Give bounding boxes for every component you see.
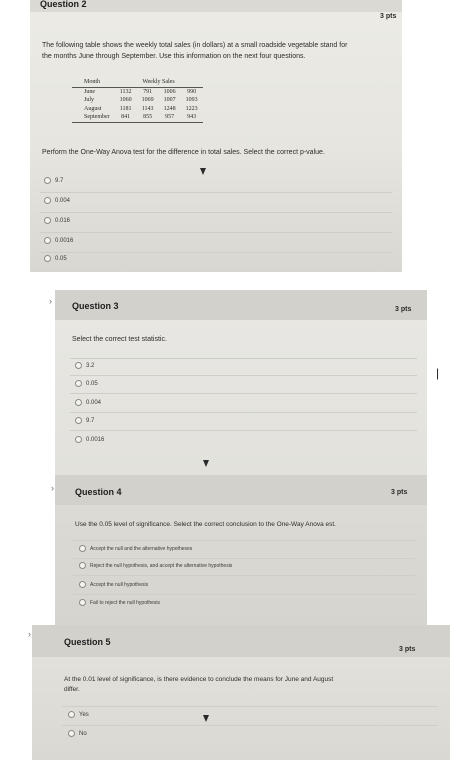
option-0-0016[interactable]: 0.0016 xyxy=(75,436,104,443)
radio-icon xyxy=(75,380,82,387)
option-3-2[interactable]: 3.2 xyxy=(75,362,94,369)
option-0-05[interactable]: 0.05 xyxy=(75,380,98,387)
radio-icon xyxy=(75,417,82,424)
question-2-points: 3 pts xyxy=(380,13,397,20)
option-yes[interactable]: Yes xyxy=(68,711,89,718)
radio-icon xyxy=(75,399,82,406)
radio-icon xyxy=(44,237,51,244)
radio-icon xyxy=(44,197,51,204)
question-2-card xyxy=(30,0,402,272)
radio-icon xyxy=(44,177,51,184)
question-2-prompt: Perform the One-Way Anova test for the difference in total sales. Select the correct p-value. xyxy=(42,149,325,156)
question-3-points: 3 pts xyxy=(395,306,412,313)
question-4-prompt: Use the 0.05 level of significance. Select the correct conclusion to the One-Way Anova est. xyxy=(75,521,336,528)
divider xyxy=(70,412,417,413)
divider xyxy=(40,212,392,213)
chevron-right-icon: › xyxy=(49,296,52,306)
radio-icon xyxy=(44,217,51,224)
divider xyxy=(70,393,417,394)
weekly-sales-header: Weekly Sales xyxy=(115,78,203,87)
divider xyxy=(73,540,415,541)
question-3-card xyxy=(49,290,427,475)
option-no[interactable]: No xyxy=(68,730,87,737)
option-0-05[interactable]: 0.05 xyxy=(44,255,67,262)
option-accept-null[interactable]: Accept the null hypothesis xyxy=(79,581,148,588)
divider xyxy=(40,192,392,193)
radio-icon xyxy=(79,599,86,606)
radio-icon xyxy=(75,436,82,443)
divider xyxy=(73,594,415,595)
radio-icon xyxy=(79,562,86,569)
divider xyxy=(70,375,417,376)
divider xyxy=(40,232,392,233)
divider xyxy=(70,430,417,431)
radio-icon xyxy=(68,730,75,737)
chevron-right-icon: › xyxy=(51,483,54,493)
question-5-card xyxy=(28,625,450,760)
table-row: August 1181 1143 1248 1223 xyxy=(84,105,198,112)
radio-icon xyxy=(75,362,82,369)
divider xyxy=(73,575,415,576)
divider xyxy=(62,706,438,707)
mouse-cursor-icon xyxy=(200,168,206,175)
mouse-cursor-icon xyxy=(203,460,209,467)
option-9-7[interactable]: 9.7 xyxy=(44,177,63,184)
table-row: September 841 855 957 943 xyxy=(72,113,203,122)
question-5-prompt-line1: At the 0.01 level of significance, is there evidence to conclude the means for June and August xyxy=(64,676,334,683)
question-5-points: 3 pts xyxy=(399,646,416,653)
question-5-title: Question 5 xyxy=(64,637,111,647)
chevron-right-icon: › xyxy=(28,629,31,639)
question-4-points: 3 pts xyxy=(391,489,408,496)
option-0-004[interactable]: 0.004 xyxy=(75,399,101,406)
radio-icon xyxy=(44,255,51,262)
radio-icon xyxy=(79,545,86,552)
question-5-prompt-line2: differ. xyxy=(64,686,80,693)
divider xyxy=(73,558,415,559)
question-4-title: Question 4 xyxy=(75,487,122,497)
option-reject-null-accept-alternative[interactable]: Reject the null hypothesis, and accept the alternative hypothesis xyxy=(79,562,232,569)
option-fail-to-reject-null[interactable]: Fail to reject the null hypothesis xyxy=(79,599,160,606)
option-0-016[interactable]: 0.016 xyxy=(44,217,70,224)
question-3-prompt: Select the correct test statistic. xyxy=(72,336,167,343)
table-row: June 1132 791 1006 990 xyxy=(84,88,197,95)
option-9-7[interactable]: 9.7 xyxy=(75,417,94,424)
option-0-0016[interactable]: 0.0016 xyxy=(44,237,73,244)
question-2-text-line1: The following table shows the weekly total sales (in dollars) at a small roadside vegetable stand for xyxy=(42,42,348,49)
question-3-title: Question 3 xyxy=(72,301,119,311)
divider xyxy=(40,252,392,253)
question-2-title: Question 2 xyxy=(40,0,87,9)
month-header: Month xyxy=(72,78,115,87)
option-0-004[interactable]: 0.004 xyxy=(44,197,70,204)
table-row: July 1060 1069 1007 1093 xyxy=(84,97,198,104)
weekly-sales-table xyxy=(72,78,203,123)
side-marker: | xyxy=(436,366,440,380)
radio-icon xyxy=(68,711,75,718)
question-4-card xyxy=(51,475,427,625)
divider xyxy=(70,358,417,359)
radio-icon xyxy=(79,581,86,588)
question-2-text-line2: the months June through September. Use this information on the next four questions. xyxy=(42,53,306,60)
divider xyxy=(62,725,438,726)
mouse-cursor-icon xyxy=(203,715,209,722)
option-accept-null-and-alternative[interactable]: Accept the null and the alternative hypotheses xyxy=(79,545,192,552)
